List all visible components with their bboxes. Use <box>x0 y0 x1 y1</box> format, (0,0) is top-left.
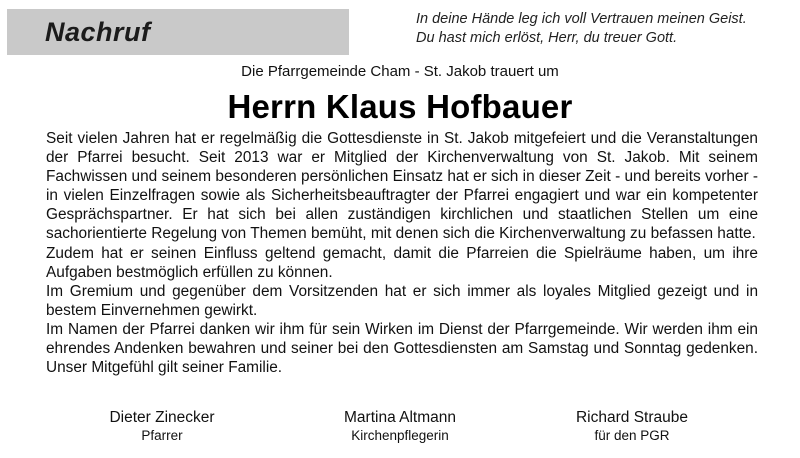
intro-line: Die Pfarrgemeinde Cham - St. Jakob trauert um <box>241 63 559 80</box>
signature-role: Kirchenpflegerin <box>351 428 449 443</box>
signature-name: Richard Straube <box>575 409 688 426</box>
signature-name: Martina Altmann <box>344 409 456 426</box>
verse-line: Du hast mich erlöst, Herr, du treuer Gott. <box>416 30 678 46</box>
deceased-name: Herrn Klaus Hofbauer <box>227 88 573 125</box>
paragraph: Zudem hat er seinen Einfluss geltend gemacht, damit die Pfarreien die Spielräume haben, um ihre Aufgaben bestmöglich erfüllen zu können. <box>46 244 758 281</box>
notice-label: Nachruf <box>45 17 151 47</box>
bible-verse <box>416 10 796 48</box>
signature-name: Dieter Zinecker <box>109 409 215 426</box>
signature-block <box>522 408 742 444</box>
paragraph: Im Gremium und gegenüber dem Vorsitzenden hat er sich immer als loyales Mitglied gezeigt und in bestem Einvernehmen gewirkt. <box>46 282 758 319</box>
signature-block <box>52 408 272 444</box>
signature-role: für den PGR <box>594 428 670 443</box>
header-banner <box>7 9 349 55</box>
signature-role: Pfarrer <box>141 428 183 443</box>
paragraph: Seit vielen Jahren hat er regelmäßig die Gottesdienste in St. Jakob mitgefeiert und die Veranstaltungen der Pfarrei besucht. Seit 2013 war er Mitglied der Kirchenverwaltung von St. Jakob. Mit seinem Fachwissen und seinem besonderen persönlichen Einsatz hat er sich in dieser Zeit - und bereits vorher - in vielen Einzelfragen sowie als Sicherheitsbeauftragter der Pfarrei engagiert und war ein kompetenter Gesprächspartner. Er hat sich bei allen zuständigen kirchlichen und staatlichen Stellen um eine sachorientierte Regelung von Themen bemüht, mit denen sich die Kirchenverwaltung zu befassen hatte. <box>46 130 758 243</box>
obituary-text <box>46 129 758 377</box>
signature-block <box>290 408 510 444</box>
paragraph: Im Namen der Pfarrei danken wir ihm für sein Wirken im Dienst der Pfarrgemeinde. Wir werden ihm ein ehrendes Andenken bewahren und seiner bei den Gottesdiensten am Samstag und Sonntag gedenken. Unser Mitgefühl gilt seiner Familie. <box>46 320 758 377</box>
verse-line: In deine Hände leg ich voll Vertrauen meinen Geist. <box>416 11 747 27</box>
